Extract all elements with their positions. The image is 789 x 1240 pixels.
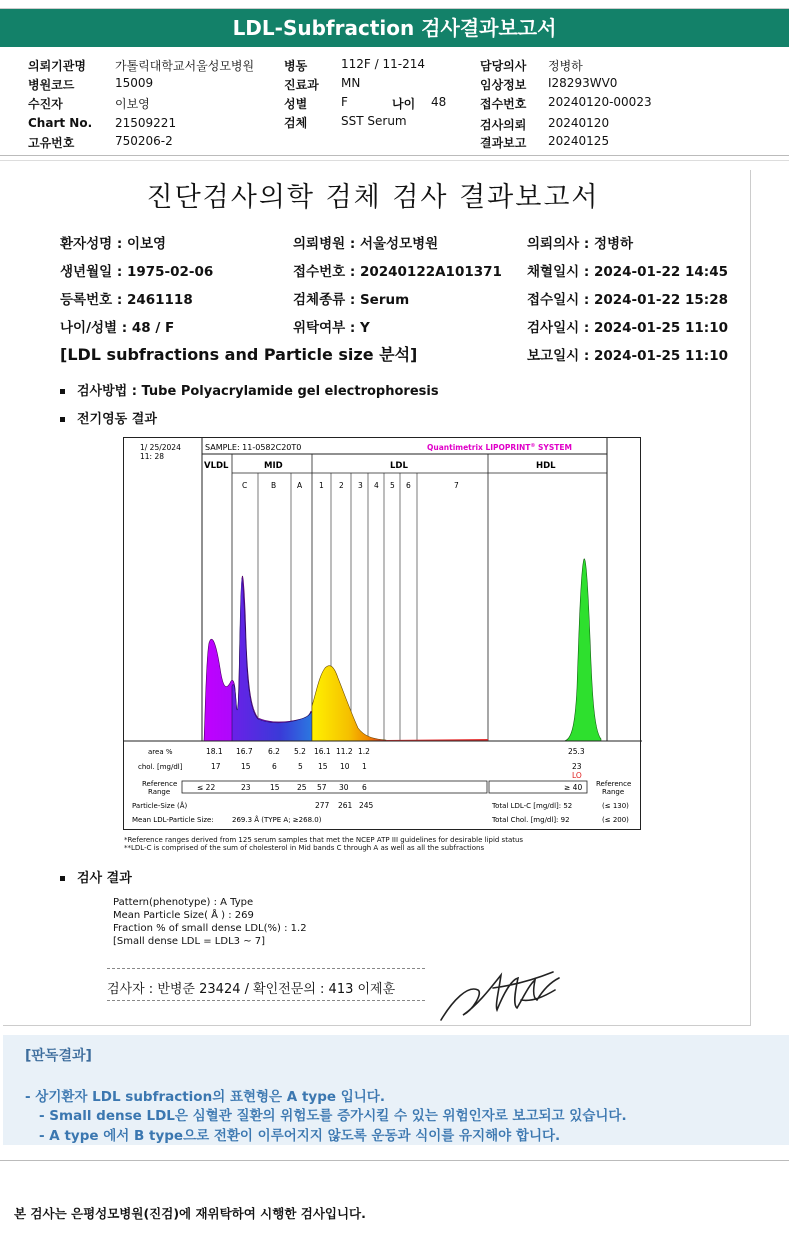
particle-size-2: 261 [338,801,353,810]
info-label: 검사의뢰 [480,118,527,132]
report-field: 나이/성별 : 48 / F [60,320,175,336]
band-label-3: 3 [358,481,363,490]
result-line: [Small dense LDL = LDL3 ~ 7] [113,936,266,947]
mid-band-area [232,578,312,741]
report-document [3,170,751,1026]
info-label: 진료과 [284,78,319,92]
signature-line: 검사자 : 반병준 23424 / 확인전문의 : 413 이제훈 [107,982,396,997]
area-b: 6.2 [268,747,280,756]
ref-vldl: ≤ 22 [197,783,216,792]
verdict-line: - 상기환자 LDL subfraction의 표현형은 A type 입니다. [25,1089,385,1105]
band-label-c: C [242,481,248,490]
patient-info-grid [0,47,789,155]
band-label-4: 4 [374,481,379,490]
info-value: 48 [431,95,447,109]
ldl-band-area [312,666,386,741]
info-value: I28293WV0 [548,76,618,90]
chol-ldl1: 15 [318,762,328,771]
verdict-panel [3,1035,789,1145]
electro-bullet [60,408,157,427]
chol-b: 6 [272,762,277,771]
row-label-particle-size: Particle-Size (Å) [132,802,188,810]
area-a: 5.2 [294,747,306,756]
ref-a: 25 [297,783,307,792]
signature-image [433,960,573,1030]
total-ldl-c-ref: (≤ 130) [602,802,629,810]
total-chol-ref: (≤ 200) [602,816,629,824]
signature-stroke [441,972,559,1020]
band-label-5: 5 [390,481,395,490]
info-value: SST Serum [341,114,407,128]
page-title: LDL-Subfraction 검사결과보고서 [0,9,789,47]
divider [0,1160,789,1161]
particle-size-1: 277 [315,801,330,810]
chart-sample: SAMPLE: 11-0582C20T0 [205,443,302,452]
info-label: 성별 [284,97,308,111]
info-label: 임상정보 [480,78,527,92]
band-label-1: 1 [319,481,324,490]
total-chol: Total Chol. [mg/dl]: 92 [492,816,570,824]
group-label-hdl: HDL [536,461,556,471]
lipoprint-chart [123,437,641,830]
method-text: 검사방법 : Tube Polyacrylamide gel electrophoresis [77,384,439,399]
report-field: 환자성명 : 이보영 [60,236,167,252]
area-ldl3: 1.2 [358,747,370,756]
area-ldl1: 16.1 [314,747,331,756]
info-value: 15009 [115,76,154,90]
info-label: 의뢰기관명 [28,59,86,73]
info-label: 고유번호 [28,136,75,150]
report-title: 진단검사의학 검체 검사 결과보고서 [146,182,600,213]
chart-brand [427,443,572,452]
verdict-heading: [판독결과] [25,1048,92,1064]
info-label: 결과보고 [480,136,527,150]
chart-note: *Reference ranges derived from 125 serum samples that met the NCEP ATP III guidelines for desirable lipid status [124,836,524,844]
footer-note: 본 검사는 은평성모병원(진검)에 재위탁하여 시행한 검사입니다. [14,1206,366,1221]
band-label-6: 6 [406,481,411,490]
ref-ldl1: 57 [317,783,327,792]
ref-ldl2: 30 [339,783,349,792]
divider [0,160,789,161]
group-label-mid: MID [264,461,283,471]
chart-note: **LDL-C is comprised of the sum of cholesterol in Mid bands C through A as well as all the subfractions [124,844,485,852]
info-label: 나이 [392,97,416,111]
result-heading: 검사 결과 [77,871,132,886]
chart-svg [124,438,642,831]
row-label-area: area % [148,748,173,756]
method-bullet [60,380,439,399]
area-ldl2: 11.2 [336,747,353,756]
verdict-line: - Small dense LDL은 심혈관 질환의 위험도를 증가시킬 수 있는 위험인자로 보고되고 있습니다. [39,1108,627,1124]
band-label-7: 7 [454,481,459,490]
area-c: 16.7 [236,747,253,756]
band-label-a: A [297,481,303,490]
info-label: 수진자 [28,97,63,111]
bullet-icon [60,417,65,422]
band-label-b: B [271,481,277,490]
info-value: 정병하 [548,59,583,73]
chol-vldl: 17 [211,762,221,771]
chart-brand-name: Quantimetrix LIPOPRINT [427,443,531,452]
particle-size-3: 245 [359,801,374,810]
reference-box-left [182,781,487,793]
report-field: 채혈일시 : 2024-01-22 14:45 [527,264,728,280]
top-border [0,0,789,9]
analysis-subtitle: [LDL subfractions and Particle size 분석] [60,345,418,364]
chart-brand-reg: ® [530,443,536,449]
info-label: 검체 [284,116,308,130]
report-field: 위탁여부 : Y [293,320,370,336]
info-value: MN [341,76,361,90]
chol-c: 15 [241,762,251,771]
chol-ldl3: 1 [362,762,367,771]
info-label: 접수번호 [480,97,527,111]
chart-date: 1/ 25/2024 [140,443,181,452]
info-label: 병원코드 [28,78,75,92]
chol-hdl: 23 [572,762,582,771]
report-field: 보고일시 : 2024-01-25 11:10 [527,348,728,364]
chol-hdl-flag: LO [572,771,582,780]
info-value: 20240120 [548,116,610,130]
group-label-ldl: LDL [390,461,408,471]
chol-a: 5 [298,762,303,771]
mean-ldl-particle-size: 269.3 Å (TYPE A; ≥268.0) [232,816,322,824]
row-label-chol: chol. [mg/dl] [138,763,183,771]
info-value: F [341,95,348,109]
verdict-line: - A type 에서 B type으로 전환이 이루어지지 않도록 운동과 식이를 유지해야 합니다. [39,1128,561,1144]
ref-ldl3: 6 [362,783,367,792]
report-field: 등록번호 : 2461118 [60,292,193,308]
report-field: 검사일시 : 2024-01-25 11:10 [527,320,728,336]
dashed-divider [107,1000,425,1001]
hdl-peak [564,559,601,741]
info-label: 병동 [284,59,308,73]
report-field: 생년월일 : 1975-02-06 [60,264,214,280]
row-label-range: Range [148,788,171,796]
chart-brand-suffix: SYSTEM [535,443,572,452]
info-value: 가톨릭대학교서울성모병원 [115,59,255,73]
row-label-reference: Reference [142,780,178,788]
ref-b: 15 [270,783,280,792]
info-label: Chart No. [28,116,93,130]
info-value: 20240125 [548,134,610,148]
group-label-vldl: VLDL [204,461,229,471]
info-value: 20240120-00023 [548,95,652,109]
result-line: Fraction % of small dense LDL(%) : 1.2 [113,923,307,934]
report-field: 의뢰의사 : 정병하 [527,236,634,252]
result-line: Mean Particle Size( Å ) : 269 [113,910,254,921]
right-ref-header-2: Range [602,788,625,796]
right-ref-header-1: Reference [596,780,632,788]
info-value: 21509221 [115,116,177,130]
info-value: 750206-2 [115,134,173,148]
report-field: 접수번호 : 20240122A101371 [293,264,502,280]
band-label-2: 2 [339,481,344,490]
info-label: 담당의사 [480,59,527,73]
vldl-mid-peak [204,576,311,741]
area-hdl: 25.3 [568,747,585,756]
info-value: 이보영 [115,97,150,111]
dashed-divider [107,968,425,969]
bullet-icon [60,876,65,881]
bullet-icon [60,389,65,394]
report-field: 접수일시 : 2024-01-22 15:28 [527,292,728,308]
area-vldl: 18.1 [206,747,223,756]
row-label-mean-size: Mean LDL-Particle Size: [132,816,214,824]
ref-c: 23 [241,783,251,792]
divider [0,155,789,156]
result-line: Pattern(phenotype) : A Type [113,897,254,908]
total-ldl-c: Total LDL-C [mg/dl]: 52 [492,802,573,810]
chol-ldl2: 10 [340,762,350,771]
info-value: 112F / 11-214 [341,57,425,71]
chart-time: 11: 28 [140,452,164,461]
report-field: 의뢰병원 : 서울성모병원 [293,236,439,252]
electro-text: 전기영동 결과 [77,412,157,427]
ref-hdl: ≥ 40 [564,783,583,792]
report-field: 검체종류 : Serum [293,292,410,308]
result-bullet [60,867,132,886]
